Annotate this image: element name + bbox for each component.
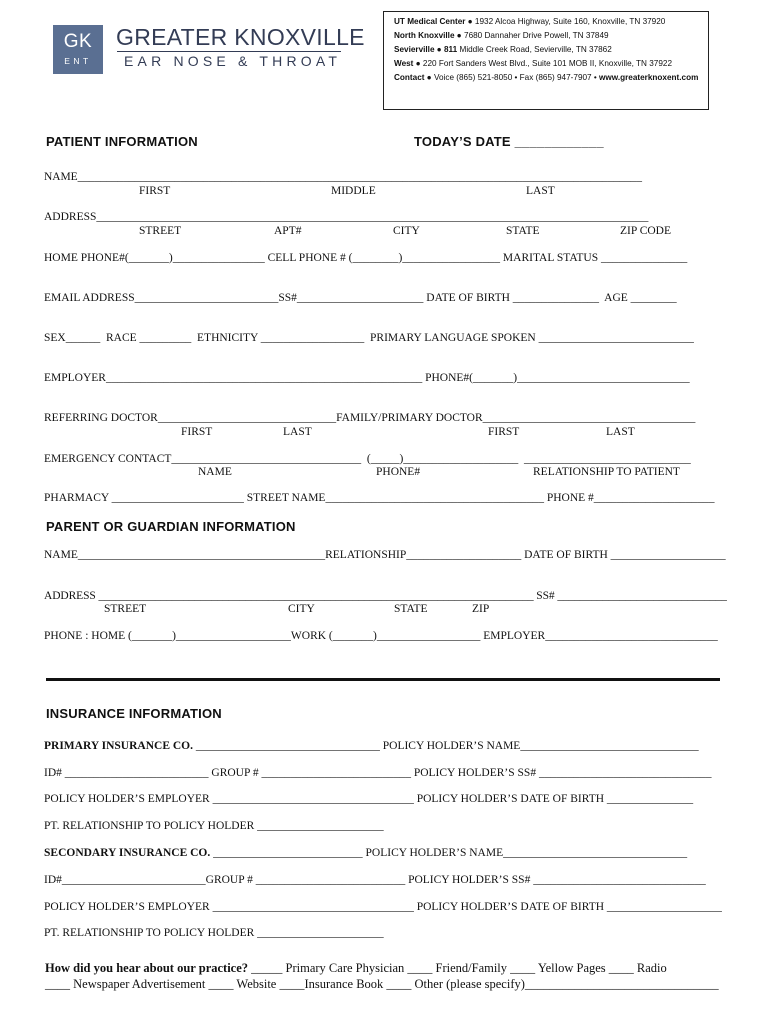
website-link[interactable]: www.greaterknoxent.com — [599, 73, 699, 82]
logo-mark-bottom: ENT — [64, 56, 92, 66]
addr-sub-street: STREET — [139, 225, 182, 237]
primary-employer-row[interactable]: POLICY HOLDER’S EMPLOYER ___________________________________ POLICY HOLDER’S DATE OF BIRTH _______________ — [44, 793, 694, 805]
section-divider — [46, 678, 720, 681]
guardian-address-row[interactable]: ADDRESS _____________________________________________________________________________ SS# ______________________________ — [44, 590, 727, 602]
em-sub-name: NAME — [198, 466, 232, 478]
patient-name-field[interactable]: NAME___________________________________________________________________________________________________ — [44, 171, 642, 183]
emergency-contact-row[interactable]: EMERGENCY CONTACT_________________________________ (_____)____________________ _____________________________ — [44, 453, 691, 465]
g-addr-sub-street: STREET — [104, 603, 147, 615]
secondary-relationship-row[interactable]: PT. RELATIONSHIP TO POLICY HOLDER ______________________ — [44, 927, 384, 939]
g-addr-sub-city: CITY — [288, 603, 315, 615]
em-sub-phone: PHONE# — [376, 466, 421, 478]
g-addr-sub-zip: ZIP — [472, 603, 490, 615]
location-ut-medical: UT Medical Center ● 1932 Alcoa Highway, Suite 160, Knoxville, TN 37920 — [394, 17, 666, 26]
addr-sub-apt: APT# — [274, 225, 302, 237]
g-addr-sub-state: STATE — [394, 603, 428, 615]
brand-tagline: EAR NOSE & THROAT — [124, 53, 342, 69]
guardian-phone-row[interactable]: PHONE : HOME (_______)____________________WORK (_______)__________________ EMPLOYER______________________________ — [44, 630, 718, 642]
secondary-insurance-row[interactable]: SECONDARY INSURANCE CO. __________________________ POLICY HOLDER’S NAME________________________________ — [44, 847, 688, 859]
patient-address-field[interactable]: ADDRESS________________________________________________________________________________________________ — [44, 211, 649, 223]
ref-sub-first: FIRST — [181, 426, 213, 438]
guardian-name-row[interactable]: NAME___________________________________________RELATIONSHIP____________________ DATE OF BIRTH ____________________ — [44, 549, 726, 561]
logo-mark — [53, 25, 103, 74]
location-sevierville: Sevierville ● 811 Middle Creek Road, Sevierville, TN 37862 — [394, 45, 612, 54]
logo-mark-top: GK — [63, 31, 93, 52]
location-north-knoxville: North Knoxville ● 7680 Dannaher Drive Powell, TN 37849 — [394, 31, 609, 40]
brand-divider — [117, 51, 341, 52]
location-west: West ● 220 Fort Sanders West Blvd., Suite 101 MOB II, Knoxville, TN 37922 — [394, 59, 672, 68]
contact-box — [383, 11, 709, 110]
addr-sub-city: CITY — [393, 225, 420, 237]
name-sub-first: FIRST — [139, 185, 171, 197]
name-sub-middle: MIDDLE — [331, 185, 376, 197]
sex-race-language-row[interactable]: SEX______ RACE _________ ETHNICITY __________________ PRIMARY LANGUAGE SPOKEN ___________________________ — [44, 332, 694, 344]
phone-marital-row[interactable]: HOME PHONE#(_______)________________ CELL PHONE # (________)_________________ MARITAL STATUS _______________ — [44, 252, 688, 264]
referring-doctor-row[interactable]: REFERRING DOCTOR_______________________________FAMILY/PRIMARY DOCTOR_____________________________________ — [44, 412, 696, 424]
name-sub-last: LAST — [526, 185, 555, 197]
referral-options-row[interactable]: ____ Newspaper Advertisement ____ Website ____Insurance Book ____ Other (please specify)_______________________________ — [45, 977, 719, 991]
brand-name: GREATER KNOXVILLE — [116, 24, 365, 50]
addr-sub-state: STATE — [506, 225, 540, 237]
primary-insurance-row[interactable]: PRIMARY INSURANCE CO. ________________________________ POLICY HOLDER’S NAME_______________________________ — [44, 740, 699, 752]
todays-date-field[interactable]: TODAY’S DATE ____________ — [414, 134, 604, 149]
contact-line: Contact ● Voice (865) 521-8050 • Fax (865) 947-7907 • www.greaterknoxent.com — [394, 73, 699, 82]
referral-question-row[interactable]: How did you hear about our practice? _____ Primary Care Physician ____ Friend/Family ____ Yellow Pages ____ Radio — [45, 961, 667, 975]
family-sub-last: LAST — [606, 426, 635, 438]
primary-id-row[interactable]: ID# _________________________ GROUP # __________________________ POLICY HOLDER’S SS# ______________________________ — [44, 767, 712, 779]
primary-relationship-row[interactable]: PT. RELATIONSHIP TO POLICY HOLDER ______________________ — [44, 820, 384, 832]
guardian-heading: PARENT OR GUARDIAN INFORMATION — [46, 519, 296, 534]
employer-row[interactable]: EMPLOYER_______________________________________________________ PHONE#(_______)______________________________ — [44, 372, 690, 384]
ref-sub-last: LAST — [283, 426, 312, 438]
secondary-id-row[interactable]: ID#_________________________GROUP # __________________________ POLICY HOLDER’S SS# ______________________________ — [44, 874, 706, 886]
pharmacy-row[interactable]: PHARMACY _______________________ STREET NAME______________________________________ PHONE #_____________________ — [44, 492, 715, 504]
insurance-heading: INSURANCE INFORMATION — [46, 706, 222, 721]
em-sub-relationship: RELATIONSHIP TO PATIENT — [533, 466, 680, 478]
email-ss-dob-row[interactable]: EMAIL ADDRESS_________________________SS#______________________ DATE OF BIRTH _______________ AGE ________ — [44, 292, 677, 304]
addr-sub-zip: ZIP CODE — [620, 225, 672, 237]
secondary-employer-row[interactable]: POLICY HOLDER’S EMPLOYER ___________________________________ POLICY HOLDER’S DATE OF BIRTH ____________________ — [44, 901, 722, 913]
patient-info-heading: PATIENT INFORMATION — [46, 134, 198, 149]
family-sub-first: FIRST — [488, 426, 520, 438]
